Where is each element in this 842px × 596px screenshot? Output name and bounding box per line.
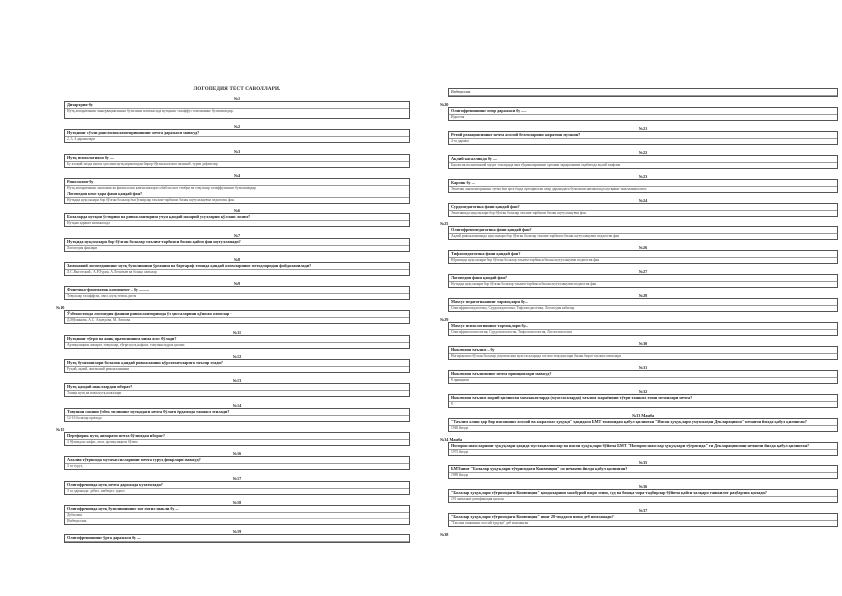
answer-text: 1975 йилда — [451, 449, 469, 454]
question-number: №18 — [232, 499, 242, 505]
question-number: №24 — [638, 197, 648, 203]
question-block — [448, 460, 838, 479]
question-text: "Таълим олиш ҳар бир инсоннинг асосий ва ажралмас ҳуқуқи" ҳақидаги БМТ томонидан қабул қилинган "Инсон ҳуқуқлари умумжаҳон Декларацияси" нечанчи йилда қабул қилинган? — [449, 419, 837, 426]
question-text: Дизартрия-бу — [65, 102, 409, 109]
question-table — [448, 107, 838, 121]
question-table — [64, 154, 410, 168]
question-table — [448, 322, 838, 336]
question-block — [64, 96, 410, 119]
question-text: Олигофренияда нутқ бузилишининг энг енгил шакли бу ... — [65, 506, 409, 513]
question-number: №30 — [638, 340, 648, 346]
question-block — [64, 330, 410, 349]
answer-text: 8 принципи — [451, 377, 469, 382]
question-table — [64, 129, 410, 143]
question-text: Ринолалия-бу — [65, 179, 409, 186]
question-number: №14 — [232, 402, 242, 408]
answer-text: Имбециллик — [65, 518, 409, 524]
question-text: Болаларда нутқни ўстириш ва ривожлантириш учун қандай назарий усулларни қўллаш лозим? — [65, 214, 409, 221]
question-text: Нутқнинг сўзли ранглиликлаштиришининг нечта даражаси мавжуд? — [65, 130, 409, 137]
question-table — [64, 213, 410, 227]
question-block — [64, 257, 410, 276]
question-table — [448, 346, 838, 360]
answer-text: 3 та гуруҳ — [67, 464, 83, 469]
question-block — [64, 208, 410, 227]
question-number: №15 — [56, 426, 65, 432]
answer-text: Биологик ва ижтимоий муҳит таъсирида мия тўқималарининг органик зарарланиши оқибатида ақлий заифлик — [451, 162, 621, 167]
answer-text: Нутқида нуқсонлари бор бўлган болалар ёки ўсмирлар таълим-тарбияси билан шуғулланувчи педагогик фан. — [67, 197, 235, 202]
answer-text: Эшитиш анализаторининг туғма ёки эрта ёшда орттирилган оғир даражадаги бузилиши натижасида нутқнинг шаклланмаслиги — [451, 186, 647, 191]
answer-text: Олигофренопсихология, Сурдопсихология, Тифлопсихология, Логопсихология — [451, 330, 572, 334]
question-block — [448, 269, 838, 288]
question-text: Ўзбекистонда логопедия фанини ривожлантиришда ўз ҳиссаларини қўшган олимлар - — [65, 311, 409, 318]
question-text: "Болалар ҳуқуқлари тўғрисидаги Конвенция" нинг 28-моддаси нима деб номланади? — [449, 514, 837, 521]
question-number: №1 — [233, 96, 241, 101]
question-number: №7 — [233, 232, 241, 238]
question-table — [448, 418, 838, 432]
question-block — [64, 149, 410, 168]
answer-text: Ногиронлиги бўлган болалар умумтаълим муассасаларида соғлом тенгдошлари билан бирга таълим олишлари — [451, 353, 621, 358]
question-table — [64, 359, 410, 373]
answer-text: Идиотия — [451, 114, 465, 119]
question-number: №26 — [638, 245, 648, 251]
question-table — [448, 203, 838, 217]
question-text: Ақлий касалликда бу .... — [449, 156, 837, 163]
question-block — [448, 365, 838, 384]
question-text: Нутқнинг тўғри ва аниқ яратилишига нима асос бўлади? — [65, 336, 409, 343]
question-text: Олигофренопедагогика фани қандай фан? — [449, 227, 837, 234]
question-table — [448, 274, 838, 288]
question-text: Имбециллик — [449, 89, 837, 96]
question-block — [448, 150, 838, 169]
question-number: №10 — [56, 305, 65, 311]
question-number: №38 — [440, 532, 449, 538]
page-title: ЛОГОПЕДИЯ ТЕСТ САВОЛЛАРИ. — [193, 87, 281, 92]
question-block — [64, 476, 410, 495]
question-text: "Болалар ҳуқуқлари тўғрисидаги Конвенция" қоидаларини мажбурий ижро этиш, суд ва бошқа чора-тадбирлар бўйича қайси халқаро ташкилот раҳбарлик қилади? — [449, 490, 837, 497]
question-text: Фонетико-фонематик компонент – бу .......... — [65, 287, 409, 294]
question-table — [448, 179, 838, 193]
question-block — [440, 221, 838, 240]
question-table — [448, 298, 838, 312]
question-table — [64, 262, 410, 276]
question-number: №37 — [638, 508, 648, 514]
question-text: Инклюзия таълим – бу — [449, 347, 837, 354]
question-table — [448, 131, 838, 145]
question-text: Инклюзия таълимнинг нечта принциплари мавжуд? — [449, 371, 837, 378]
answer-text: Дебиллик — [67, 512, 83, 517]
answer-text: "Таълим олишнинг асосий ҳуқуқи" деб номланган — [451, 521, 529, 526]
question-block — [448, 245, 838, 264]
question-text: Ретий реакциясининг нечта асосий белгиларини ажратиш мумкин? — [449, 132, 837, 139]
question-table — [64, 408, 410, 422]
question-table — [64, 456, 410, 470]
answer-text: Руҳий, ақлий, жисмоний ривожланишни — [67, 367, 130, 371]
question-block — [440, 436, 838, 456]
question-table — [64, 534, 410, 543]
answer-text: Артикуляцион аппарат, товушлар, тўғри нутқ нафаси, товушни идрок қилиш — [67, 342, 185, 347]
answer-text: 3 бўлимдан: нафас, овоз, артикуляцион бўлим — [67, 439, 138, 444]
question-table — [448, 394, 838, 408]
question-text: Нутқ қандай шакллардан иборат? — [65, 384, 409, 391]
answer-text: 12-16 болалар орасида — [67, 415, 102, 420]
question-table — [448, 513, 838, 527]
question-block — [448, 198, 838, 217]
question-table — [64, 383, 410, 397]
question-block — [448, 389, 838, 408]
question-table — [64, 432, 410, 446]
question-block — [56, 426, 410, 446]
question-table — [448, 442, 838, 456]
question-text: Махсус педагогиканинг тармоқлари бу... — [449, 299, 837, 306]
question-number: №27 — [638, 269, 648, 275]
question-number: №28 — [638, 293, 648, 299]
question-block — [64, 124, 410, 143]
answer-text: Д.Мўминова, А.С. Аҳмедова, М. Аюпова — [67, 318, 131, 323]
answer-text: Ташқи нутқ ва ички нутқ шакллари — [67, 391, 122, 396]
question-block — [64, 529, 410, 543]
question-block — [64, 451, 410, 470]
question-block — [64, 378, 410, 397]
question-number: №34 Манба — [440, 436, 463, 442]
question-number: №33 Манба — [631, 412, 655, 418]
question-text: Олигофрениянинг оғир даражаси бу ..... — [449, 108, 837, 115]
question-text: Товушни сонини ўзбек тилининг нутқидаги нечта бўлаги ёрдамида ташкил этилади? — [65, 409, 409, 416]
question-block — [64, 354, 410, 373]
question-text: Нутқ психологияси бу .... — [65, 155, 409, 162]
question-text: Нутқида нуқсонлари бор бўлган болалар таълим-тарбияси билан қайси фан шуғулланади? — [65, 239, 409, 246]
question-number: №20 — [440, 101, 449, 107]
answer-text: 1989 йилда — [451, 473, 469, 478]
question-number: №3 — [233, 148, 241, 154]
answer-text: Нутқида нуқсонлари бор бўлган болалар таълим-тарбияси билан шуғулланувчи педагогик фан — [451, 282, 597, 287]
question-text: Сурдопедагогика фани қандай фан? — [449, 204, 837, 211]
question-table — [448, 489, 838, 503]
question-number: №36 — [638, 484, 648, 490]
question-block — [64, 281, 410, 300]
question-table — [64, 310, 410, 324]
answer-text: Нутқ аппаратининг анатомик ва физиологик камчиликлари сабабли овоз тембри ва товушлар талаффузининг бузилишидир — [67, 185, 256, 190]
question-block — [440, 317, 838, 336]
question-text: Логопедия фани қандай фан? — [449, 275, 837, 282]
question-block — [64, 233, 410, 252]
question-table — [64, 505, 410, 525]
question-number: №12 — [232, 354, 242, 359]
question-text: Замонавий логопедиянинг нутқ бузилишини ўрганиш ва бартараф этишда қандай олимларнинг методларидан фойдаланилади? — [65, 263, 409, 270]
answer-text: Эшитишида нуқсонлари бор бўлган болалар таълим-тарбияси билан шуғулланувчи фан — [451, 210, 586, 215]
question-text: Тифлопедагогика фани қандай фан? — [449, 251, 837, 258]
question-text: Инклюзия таълим жорий қилинган мамлакатларда (муассасаларда) таълим жараёнини тўғри ташкил этиш мезонлари нечта? — [449, 395, 837, 402]
question-number: №4 — [233, 172, 241, 178]
answer-text: 191 мамлакат ратификация қилган — [451, 497, 504, 502]
question-table — [64, 238, 410, 252]
answer-text: Товушлар талаффузи, овоз, нутқ темпи, ритм — [67, 294, 137, 299]
question-text: Алалия тўғрисида мутахассисларнинг нечта гуруҳ фикрлари мавжуд? — [65, 457, 409, 464]
question-block — [440, 532, 838, 538]
question-number: №29 — [440, 317, 449, 322]
question-number: №9 — [233, 281, 241, 287]
answer-text: Бу алоқий тилда инсон ҳиссини нутқ нормасидан бирор бўғин касалига чалиниб, турли дефектлар — [67, 161, 218, 166]
question-table — [448, 88, 838, 97]
question-number: №22 — [638, 149, 648, 155]
question-block — [448, 508, 838, 527]
question-table — [448, 155, 838, 169]
answer-text: Нутқ аппаратининг иннервациясининг бузилиши натижасида нутқнинг талаффуз томонининг бузилишидир. — [67, 109, 234, 113]
answer-text: Олигофренопедагогика, Сурдопедагогика, Тифлопедагогика, Логопедия кабилар — [451, 306, 575, 311]
question-number: №8 — [233, 256, 241, 262]
question-text: Карлик бу ... — [449, 180, 837, 187]
question-table — [64, 101, 410, 119]
question-table — [448, 226, 838, 240]
question-block — [64, 403, 410, 422]
question-text: Ногирон шахсларнинг ҳуқуқлари ҳақида мустақилликлар ва инсон ҳуқуқлари бўйича БМТ "Ногирон шахслар ҳуқуқлари тўғрисида" ги Декларациясини нечанчи йилда қабул қилинган? — [449, 443, 837, 450]
question-table — [448, 370, 838, 384]
question-number: №19 — [232, 529, 242, 535]
answer-text: 4 та даража — [451, 138, 469, 143]
question-block — [440, 101, 838, 121]
answer-text: Логопедия фанлари — [67, 245, 98, 250]
answer-text: 3 та даражада: дебил, имбецил, идиот — [67, 488, 125, 493]
question-number: №16 — [232, 451, 242, 457]
question-block — [64, 173, 410, 204]
question-table — [64, 286, 410, 300]
answer-text: 1948 йилда — [451, 425, 469, 430]
question-number: №13 — [232, 378, 242, 384]
question-block — [448, 174, 838, 193]
question-number: №23 — [638, 173, 648, 179]
question-number: №35 — [638, 460, 648, 466]
question-block — [448, 293, 838, 312]
answer-text: Л.С.Выготский., А.Р.Лурия, А.Леонтьев ва бошқа олимлар — [67, 269, 157, 274]
question-block — [448, 88, 838, 97]
question-block — [448, 341, 838, 360]
question-table — [64, 335, 410, 349]
question-text: Нутқ бузилишлари болалик қандай ривожланиш кўрсаткичларига таъсир этади? — [65, 360, 409, 367]
question-number: №2 — [233, 124, 241, 130]
question-table — [64, 481, 410, 495]
question-block — [448, 484, 838, 503]
question-number: №25 — [440, 221, 449, 227]
question-text: Логопедия кенс ҳара фани қандай фан? — [65, 191, 409, 198]
question-table — [64, 178, 410, 204]
question-block — [64, 500, 410, 525]
question-block — [448, 126, 838, 145]
answer-text: Нутқни ҳаракат натижасида — [67, 221, 110, 226]
question-number: №11 — [232, 329, 242, 335]
answer-text: 8 — [451, 401, 453, 406]
question-number: №32 — [638, 388, 648, 394]
question-text: Олигофрениянинг ўрта даражаси бу .... — [65, 535, 409, 542]
answer-text: Ақлий ривожланишида нуқсонлари бор бўлган болалар таълим-тарбияси билан шуғулланувчи педагогик фан — [451, 234, 619, 239]
question-text: Перефирик нутқ аппарати нечта бўлимдан иборат? — [65, 433, 409, 440]
question-number: №31 — [638, 364, 648, 370]
question-text: Махсус психологиянинг тармоқлари бу... — [449, 323, 837, 330]
question-block — [56, 305, 410, 324]
question-number: №17 — [232, 475, 242, 481]
question-table — [448, 250, 838, 264]
question-number: №6 — [233, 208, 241, 214]
answer-text: Кўришида нуқсонлари бор бўлган болалар таълим-тарбияси билан шуғулланувчи педагогик фан — [451, 258, 600, 263]
question-text: Олигофренияда нутқ нечта даражада кузатилади? — [65, 482, 409, 489]
question-text: БМТнинг "Болалар ҳуқуқлари тўғрисидаги Конвенция" си нечанчи йилда қабул қилинган? — [449, 466, 837, 473]
answer-text: 2, 3, 4 даражалари — [67, 137, 95, 142]
question-table — [448, 465, 838, 479]
question-number: №21 — [638, 125, 648, 131]
question-block — [448, 413, 838, 432]
